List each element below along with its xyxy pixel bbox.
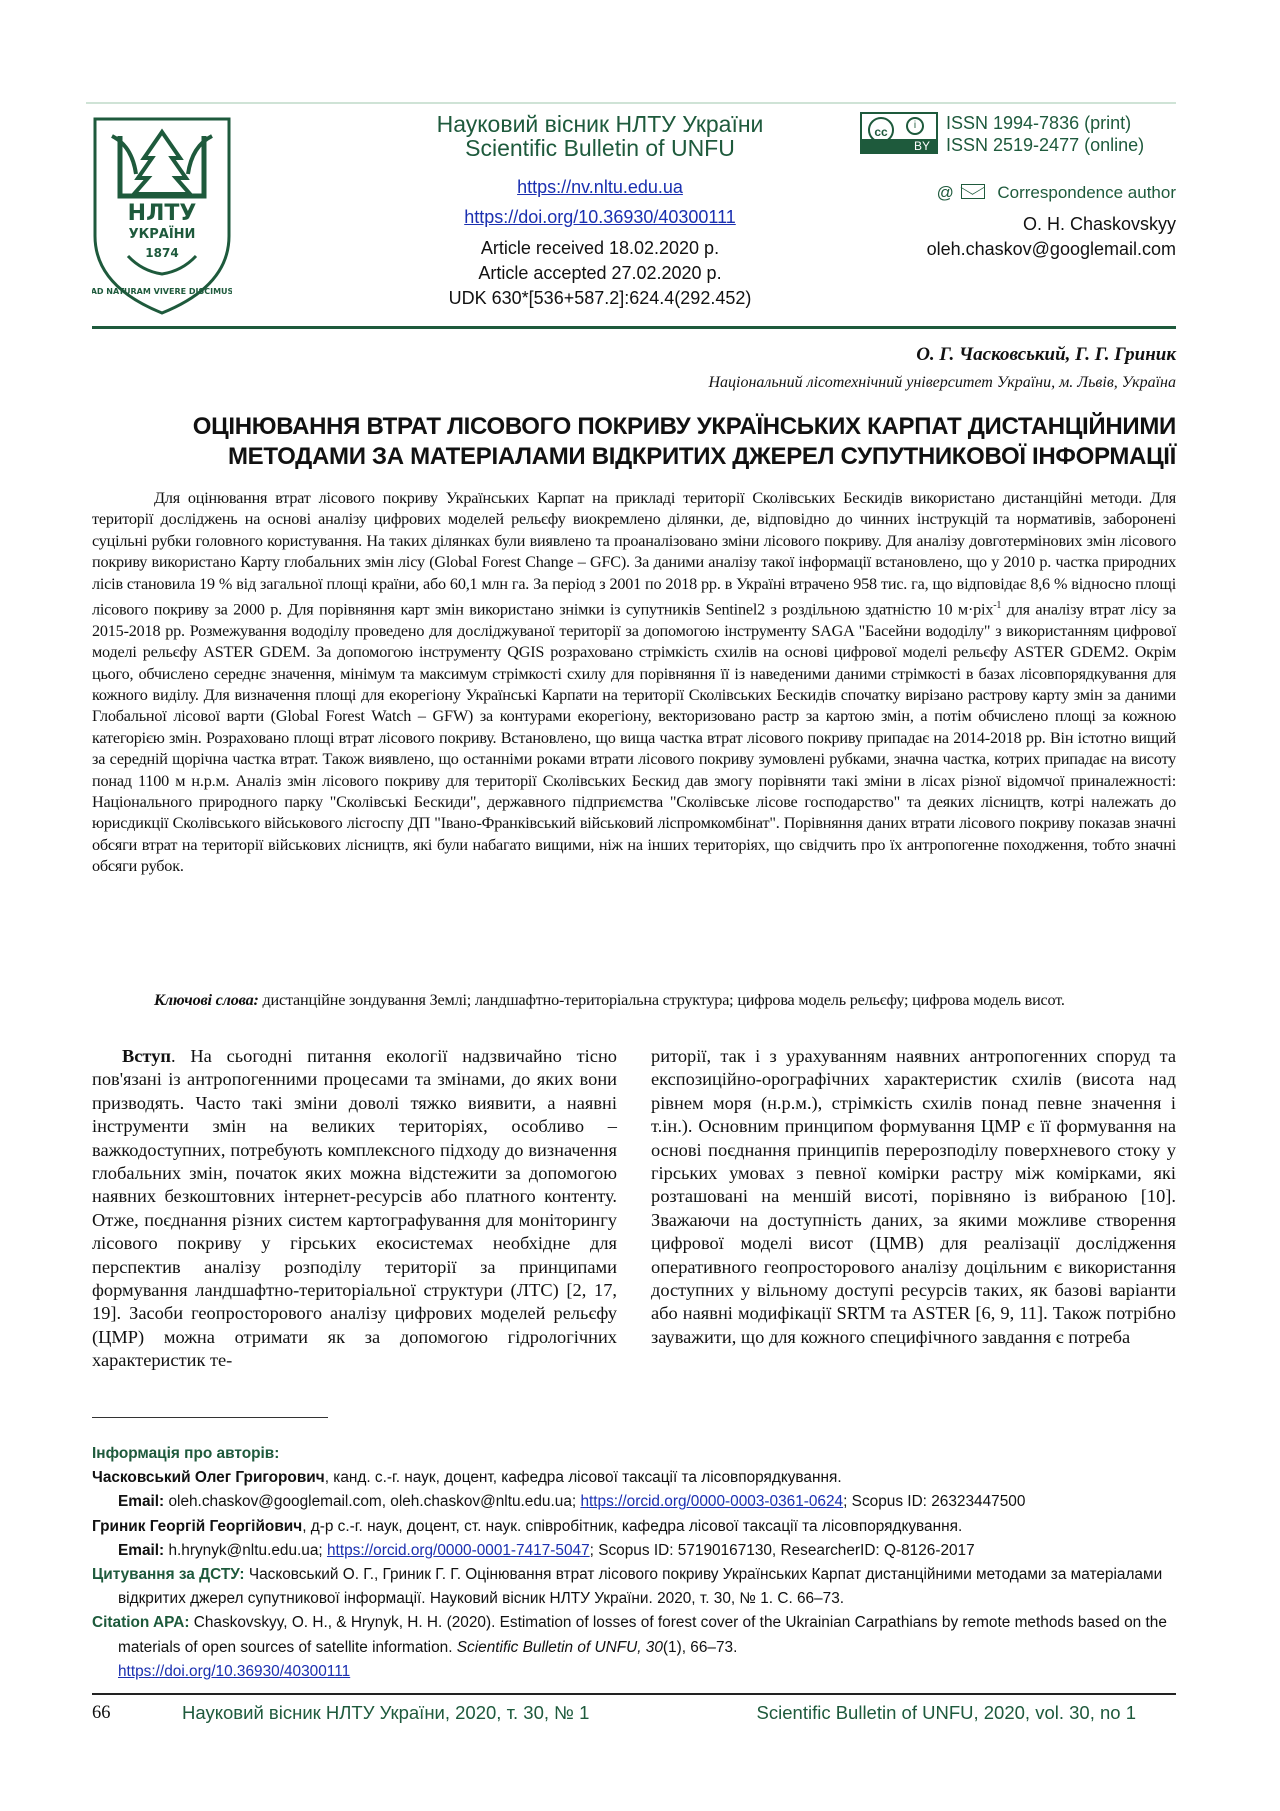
citation-dstu: Цитування за ДСТУ: Часковський О. Г., Гриник Г. Г. Оцінювання втрат лісового покриву Українських Карпат дистанційними методами за матеріалами відкритих джерел супутникової інформації. Науковий вісник НЛТУ України. 2020, т. 30, № 1. С. 66–73. <box>92 1566 1163 1608</box>
author1-orcid-link[interactable]: https://orcid.org/0000-0003-0361-0624 <box>580 1493 844 1511</box>
issn-print: ISSN 1994-7836 (print) <box>946 113 1132 133</box>
journal-title-ua: Науковий вісник НЛТУ України <box>436 111 764 137</box>
author2-orcid-link[interactable]: https://orcid.org/0000-0001-7417-5047 <box>326 1541 590 1559</box>
author-information <box>92 1442 1182 1684</box>
header-top-rule <box>86 102 1176 104</box>
svg-text:НЛТУ: НЛТУ <box>127 201 197 226</box>
svg-text:AD NATURAM VIVERE DISCIMUS: AD NATURAM VIVERE DISCIMUS <box>92 287 232 296</box>
author1-contacts: Email: oleh.chaskov@googlemail.com, oleh.chaskov@nltu.edu.ua; https://orcid.org/0000-0003-0361-0624; Scopus ID: 26323447500 <box>118 1493 1026 1511</box>
author2-info: Гриник Георгій Георгійович, д-р с.-г. наук, доцент, ст. наук. співробітник, кафедра лісової таксації та лісовпорядкування. <box>92 1517 963 1535</box>
author2-contacts: Email: h.hrynyk@nltu.edu.ua; https://orcid.org/0000-0001-7417-5047; Scopus ID: 57190167130, ResearcherID: Q-8126-2017 <box>118 1541 975 1559</box>
svg-text:УКРАЇНИ: УКРАЇНИ <box>128 227 196 242</box>
udk-code: UDK 630*[536+587.2]:624.4(292.452) <box>448 288 752 308</box>
received-date: Article received 18.02.2020 р. <box>480 238 720 258</box>
svg-text:1874: 1874 <box>145 246 179 260</box>
cc-by-license-icon: cc i BY <box>860 112 938 154</box>
page-number: 66 <box>92 1703 111 1723</box>
journal-info <box>400 112 800 311</box>
person-icon: i <box>906 117 924 135</box>
journal-website-link[interactable]: https://nv.nltu.edu.ua <box>517 177 683 197</box>
footer-rule <box>92 1693 1176 1695</box>
footnote-divider <box>92 1417 328 1418</box>
citation-doi-link[interactable]: https://doi.org/10.36930/40300111 <box>118 1662 351 1680</box>
correspondence-author-name: O. H. Chaskovskyy <box>1022 214 1176 234</box>
abstract: Для оцінювання втрат лісового покриву Українських Карпат на прикладі території Сколівських Бескидів використано дистанційні методи. Для території досліджень на основі аналізу цифрових моделей рельєфу виокремлено ділянки, де, відповідно до чинних інструкцій та нормативів, заборонені суцільні рубки головного користування. На таких ділянках були виявлено та проаналізовано зміни лісового покриву. Для аналізу довготермінових змін лісового покриву використано Карту глобальних змін лісу (Global Forest Change – GFC). За даними аналізу такої інформації встановлено, що у 2010 р. частка природних лісів становила 19 % від загальної площі країни, або 60,1 млн га. За період з 2001 по 2018 рр. в Україні втрачено 958 тис. га, що відповідає 8,6 % відносно площі лісового покриву за 2000 р. Для порівняння карт змін використано знімки із супутників Sentinel2 з роздільною здатністю 10 м·ріх$^{-1}$ для аналізу втрат лісу за 2015-2018 рр. Розмежування вододілу проведено для досліджуваної території за допомогою інструменту SAGA "Басейни вододілу" з використанням цифрової моделі рельєфу ASTER GDEM. За допомогою інструменту QGIS розраховано стрімкість схилів на основі цифрової моделі рельєфу ASTER GDEM2. Окрім цього, обчислено середнє значення, мінімум та максимум стрімкості схилу для порівняння її із наведеними даними стрімкості в базах лісовпорядкування для кожного виділу. Для визначення площі для екорегіону Українські Карпати на території Сколівських Бескидів спочатку вирізано растрову карту змін за даними Глобальної лісової варти (Global Forest Watch – GFW) за контурами екорегіону, векторизовано растр за картою змін, а потім обчислено площі за кожною категорією змін. Розраховано площі втрат лісового покриву. Встановлено, що вища частка втрат лісового покриву припадає на 2014-2018 рр. Він істотно вищий за середній щорічна частка втрат. Також виявлено, що останніми роками втрати лісового покриву зумовлені рубками, значна частка, котрих припадає на висоту понад 1100 м н.р.м. Аналіз змін лісового покриву для території Сколівських Бескид дав змогу порівняти такі зміни в лісах різної відомчої приналежності: Національного природного парку "Сколівські Бескиди", державного підприємства "Сколівське лісове господарство" та деяких лісництв, котрі належать до юрисдикції Сколівського військового лісгоспу ДП "Івано-Франківський військовий ліспромкомбінат". Порівняння даних втрати лісового покриву показав значні обсяги втрат на території військових лісництв, які були набагато вищими, ніж на інших територіях, що свідчить про їх антропогенне походження, тобто значні обсяги рубок. <box>92 489 1176 876</box>
doi-link[interactable]: https://doi.org/10.36930/40300111 <box>464 207 736 227</box>
intro-heading: Вступ <box>122 1046 172 1066</box>
intro-column-right: риторії, так і з урахуванням наявних антропогенних споруд та експозиційно-орографічних характеристик схилів (висота над рівнем моря (н.р.м.), стрімкість схилів понад певне значення і т.ін.). Основним принципом формування ЦМР є її формування на основі поєднання принципів перерозподілу поверхневого стоку у гірських умовах з певної комірки растру між комірками, які розташовані на меншій висоті, порівняно із вибраною [10]. Зважаючи на доступність даних, за якими можливе створення цифрової моделі висот (ЦМВ) для реалізації дослідження оперативного геопросторового аналізу доцільним є використання доступних у вільному доступі ресурсів таких, як базові варіанти або наявні модифікації SRTM та ASTER [6, 9, 11]. Також потрібно зауважити, що для кожного специфічного завдання є потреба <box>651 1046 1176 1347</box>
article-authors: О. Г. Часковський, Г. Г. Гриник <box>916 344 1176 365</box>
publication-details <box>860 112 1176 262</box>
correspondence-email: oleh.chaskov@googlemail.com <box>926 239 1176 259</box>
footer-journal-ua: Науковий вісник НЛТУ України, 2020, т. 30, № 1 <box>182 1702 590 1723</box>
journal-title-en: Scientific Bulletin of UNFU <box>465 135 735 161</box>
author1-info: Часковський Олег Григорович, канд. с.-г. наук, доцент, кафедра лісової таксації та лісовпорядкування. <box>92 1469 842 1487</box>
article-title: ОЦІНЮВАННЯ ВТРАТ ЛІСОВОГО ПОКРИВУ УКРАЇНСЬКИХ КАРПАТ ДИСТАНЦІЙНИМИ МЕТОДАМИ ЗА МАТЕРІАЛАМИ ВІДКРИТИХ ДЖЕРЕЛ СУПУТНИКОВОЇ ІНФОРМАЦІЇ <box>192 413 1176 470</box>
envelope-icon <box>961 184 985 199</box>
university-logo <box>92 116 232 316</box>
nltu-crest-icon <box>92 116 232 316</box>
correspondence-label: Correspondence author <box>997 183 1176 202</box>
issn-online: ISSN 2519-2477 (online) <box>946 135 1145 155</box>
author-info-heading: Інформація про авторів: <box>92 1445 280 1462</box>
keywords <box>92 990 1176 1011</box>
footer-journal-en: Scientific Bulletin of UNFU, 2020, vol. 30, no 1 <box>756 1702 1136 1723</box>
keywords-label: Ключові слова: <box>154 991 259 1009</box>
header-bottom-rule <box>92 326 1176 329</box>
correspondence-label-row <box>860 182 1176 204</box>
citation-apa: Citation APA: Chaskovskyy, O. H., & Hrynyk, H. H. (2020). Estimation of losses of forest cover of the Ukrainian Carpathians by remote methods based on the materials of open sources of satellite information. Scientific Bulletin of UNFU, 30(1), 66–73. https://doi.org/10.36930/40300111 <box>92 1614 1167 1680</box>
intro-column-left: Вступ. На сьогодні питання екології надзвичайно тісно пов'язані із антропогенними процесами та змінами, до яких вони призводять. Часто такі зміни доволі тяжко виявити, а наявні інструменти змін на великих територіях, особливо – важкодоступних, потребують комплексного підходу до визначення глобальних змін, початок яких можна відстежити за допомогою наявних безкоштовних інтернет-ресурсів або платного контенту. Отже, поєднання різних систем картографування для моніторингу лісового покриву у гірських екосистемах необхідне для перспектив аналізу розподілу території за принципами формування ландшафтно-територіальної структури (ЛТС) [2, 17, 19]. Засоби геопросторового аналізу цифрових моделей рельєфу (ЦМР) можна отримати як за допомогою гідрологічних характеристик те- <box>92 1046 617 1371</box>
at-icon: @ <box>936 183 954 202</box>
accepted-date: Article accepted 27.02.2020 р. <box>478 263 722 283</box>
keywords-list: дистанційне зондування Землі; ландшафтно-територіальна структура; цифрова модель рельєфу; цифрова модель висот. <box>258 991 1065 1009</box>
author-affiliation: Національний лісотехнічний університет України, м. Львів, Україна <box>708 374 1176 391</box>
